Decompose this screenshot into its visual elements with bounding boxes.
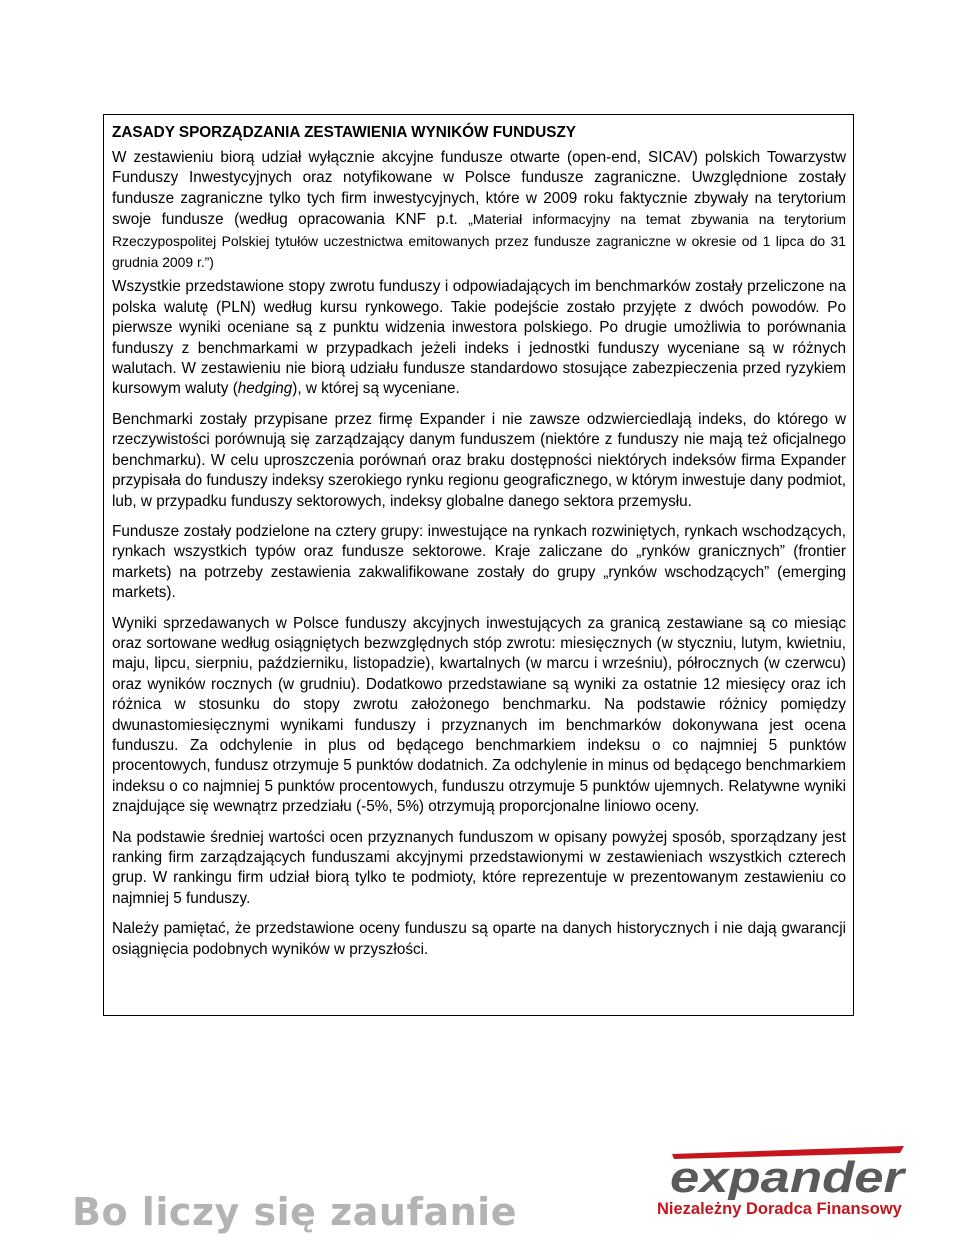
paragraph-participants [112, 148, 846, 273]
paragraph-groups: Fundusze zostały podzielone na cztery grupy: inwestujące na rynkach rozwiniętych, rynkach wschodzących, rynkach wszystkich typów oraz fundusze sektorowe. Kraje zaliczane do „rynków granicznych” (frontier markets) na potrzeby zestawienia zakwalifikowane zostały do grupy „rynków wschodzących” (emerging markets). [112, 522, 846, 602]
expander-logo [668, 1140, 908, 1200]
paragraph-currency-hedging: hedging [237, 380, 293, 398]
paragraph-results: Wyniki sprzedawanych w Polsce funduszy akcyjnych inwestujących za granicą zestawiane są co miesiąc oraz sortowane według osiągniętych bezwzględnych stóp zwrotu: miesięcznych (w styczniu, lutym, kwietniu, maju, lipcu, sierpniu, październiku, listopadzie), kwartalnych (w marcu i wrześniu), półrocznych (w czerwcu) oraz wyników rocznych (w grudniu). Dodatkowo przedstawiane są wyniki za ostatnie 12 miesięcy oraz ich różnica w stosunku do stopy zwrotu założonego benchmarku. Na podstawie różnicy pomiędzy dwunastomiesięcznymi wynikami funduszy i przyznanych im benchmarków dokonywana jest ocena funduszu. Za odchylenie in plus od będącego benchmarkiem indeksu o co najmniej 5 punktów procentowych, fundusz otrzymuje 5 punktów dodatnich. Za odchylenie in minus od będącego benchmarkiem indeksu o co najmniej 5 punktów procentowych, funduszu otrzymuje 5 punktów ujemnych. Relatywne wyniki znajdujące się wewnątrz przedziału (-5%, 5%) otrzymują proporcjonalne liniowo oceny. [112, 614, 846, 816]
footer-tagline: Niezależny Doradca Finansowy [657, 1200, 902, 1218]
document-frame [103, 114, 854, 1016]
document-title: ZASADY SPORZĄDZANIA ZESTAWIENIA WYNIKÓW FUNDUSZY [112, 124, 576, 141]
paragraph-currency [112, 277, 846, 399]
paragraph-currency-text-a: Wszystkie przedstawione stopy zwrotu funduszy i odpowiadających im benchmarków zostały przeliczone na polska walutę (PLN) według kursu rynkowego. Takie podejście zostało przyjęte z dwóch powodów. Po pierwsze wyniki oceniane są z punktu widzenia inwestora polskiego. Po drugie umożliwia to porównania funduszy z benchmarkami w przypadkach jeżeli indeks i jednostki funduszy wyceniane są w różnych walutach. W zestawieniu nie biorą udziału fundusze standardowo stosujące zabezpieczenia przed ryzykiem kursowym waluty ( [112, 278, 846, 398]
footer-slogan: Bo liczy się zaufanie [72, 1190, 517, 1234]
paragraph-benchmarks: Benchmarki zostały przypisane przez firmę Expander i nie zawsze odzwierciedlają indeks, do którego w rzeczywistości porównują się zarządzający danym funduszem (niektóre z funduszy nie mają też oficjalnego benchmarku). W celu uproszczenia porównań oraz braku dostępności niektórych indeksów firma Expander przypisała do funduszy indeksy szerokiego rynku regionu geograficznego, w którym inwestuje dany podmiot, lub, w przypadku funduszy sektorowych, indeksy globalne danego sektora przemysłu. [112, 410, 846, 510]
page-footer [0, 1153, 960, 1258]
paragraph-currency-text-b: ), w której są wyceniane. [292, 380, 460, 398]
paragraph-participants-main: W zestawieniu biorą udział wyłącznie akcyjne fundusze otwarte (open-end, SICAV) polskich Towarzystw Funduszy Inwestycyjnych oraz notyfikowane w Polsce fundusze zagraniczne. Uwzględnione zostały fundusze zagraniczne tylko tych firm inwestycyjnych, które w 2009 roku faktycznie zbywały na terytorium swoje fundusze (według opracowania KNF p.t. [112, 149, 846, 229]
paragraph-participants-note: „Materiał informacyjny na temat zbywania na terytorium Rzeczypospolitej Polskiej tytułów uczestnictwa emitowanych przez fundusze zagraniczne w okresie od 1 lipca do 31 grudnia 2009 r.”) [112, 211, 846, 271]
paragraph-ranking: Na podstawie średniej wartości ocen przyznanych funduszom w opisany powyżej sposób, sporządzany jest ranking firm zarządzających funduszami akcyjnymi przedstawionymi w zestawieniach wszystkich czterech grup. W rankingu firm udział biorą tylko te podmioty, które reprezentuje w prezentowanym zestawieniu co najmniej 5 funduszy. [112, 828, 846, 907]
paragraph-disclaimer: Należy pamiętać, że przedstawione oceny funduszu są oparte na danych historycznych i nie dają gwarancji osiągnięcia podobnych wyników w przyszłości. [112, 920, 846, 958]
logo-wordmark: expander [670, 1153, 908, 1200]
